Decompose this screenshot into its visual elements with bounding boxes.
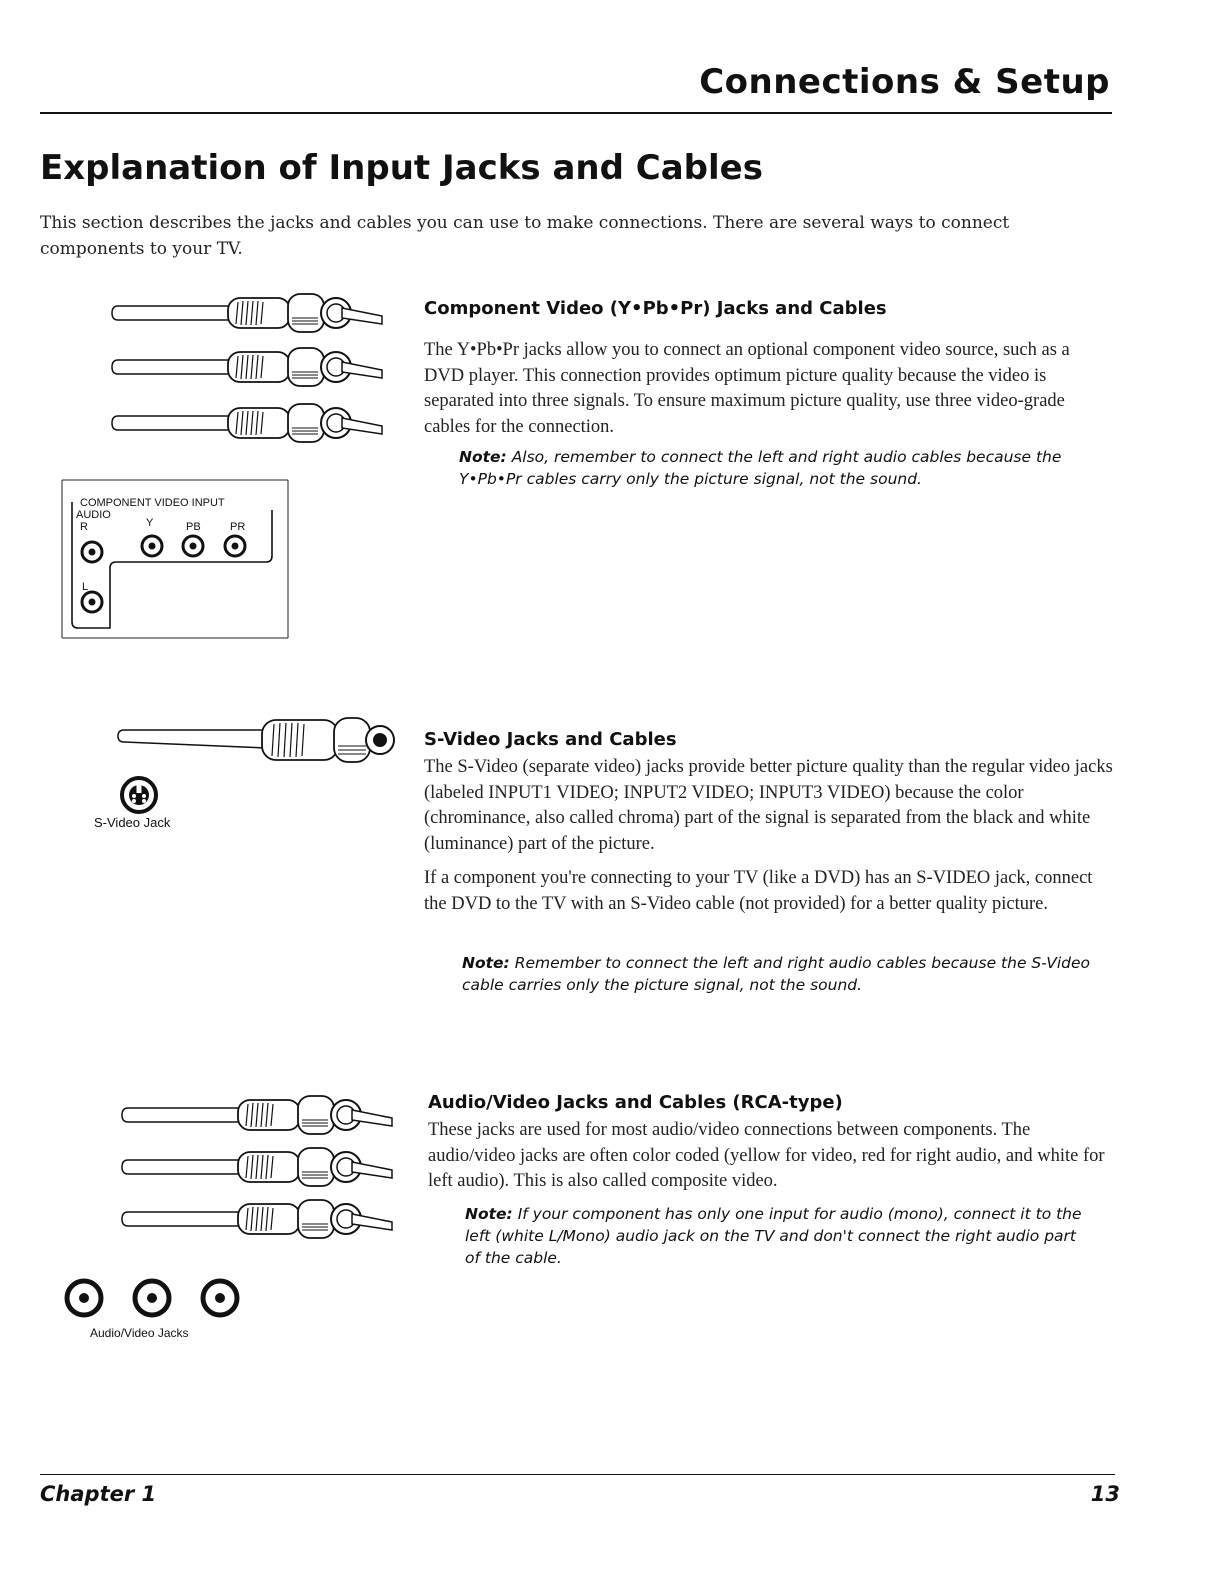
jack-pb-icon [183, 536, 203, 556]
svideo-note-text: Remember to connect the left and right audio cables because the S-Video cable carries only the picture signal, not the sound. [462, 954, 1090, 994]
footer-divider [40, 1474, 1115, 1475]
component-heading: Component Video (Y•Pb•Pr) Jacks and Cables [424, 298, 887, 319]
av-body: These jacks are used for most audio/video connections between components. The audio/video jacks are often color coded (yellow for video, red for right audio, and white for left audio). This is also called composite video. [428, 1120, 1105, 1191]
jack-audio-l-icon [82, 592, 102, 612]
av-jack-1-icon [67, 1281, 101, 1315]
jack-pr-icon [225, 536, 245, 556]
av-jacks-icons [62, 1276, 242, 1320]
section-title: Connections & Setup [699, 62, 1110, 102]
component-cables-illustration [110, 290, 410, 450]
av-heading: Audio/Video Jacks and Cables (RCA-type) [428, 1092, 843, 1113]
footer-page-number: 13 [1090, 1482, 1120, 1506]
av-jacks-caption: Audio/Video Jacks [90, 1326, 189, 1340]
component-note-label: Note: [459, 448, 507, 466]
av-note-text: If your component has only one input for audio (mono), connect it to the left (white L/Mono) audio jack on the TV and don't connect the right audio part of the cable. [465, 1205, 1082, 1267]
panel-pb-label: PB [186, 521, 201, 533]
av-note-label: Note: [465, 1205, 513, 1223]
av-note [465, 1203, 1095, 1269]
intro-paragraph: This section describes the jacks and cables you can use to make connections. There are several ways to connect components to your TV. [40, 213, 1010, 259]
panel-audio-label: AUDIO [76, 509, 111, 521]
svideo-jack-caption: S-Video Jack [94, 815, 171, 830]
av-jack-3-icon [203, 1281, 237, 1315]
svideo-note-label: Note: [462, 954, 510, 972]
svideo-cable-illustration [118, 718, 418, 768]
svideo-note [462, 952, 1092, 996]
panel-pr-label: PR [230, 521, 246, 533]
panel-title: COMPONENT VIDEO INPUT [80, 497, 225, 509]
av-cables-illustration [120, 1092, 420, 1252]
svideo-body-2: If a component you're connecting to your TV (like a DVD) has an S-VIDEO jack, connect the DVD to the TV with an S-Video cable (not provided) for a better quality picture. [424, 868, 1093, 914]
panel-l-label: L [82, 581, 89, 593]
page-title: Explanation of Input Jacks and Cables [40, 148, 763, 188]
component-note-text: Also, remember to connect the left and right audio cables because the Y•Pb•Pr cables carry only the picture signal, not the sound. [459, 448, 1062, 488]
svideo-jack-icon [119, 775, 159, 815]
jack-audio-r-icon [82, 542, 102, 562]
component-input-panel [60, 480, 290, 640]
jack-y-icon [142, 536, 162, 556]
av-jack-2-icon [135, 1281, 169, 1315]
panel-y-label: Y [146, 517, 154, 529]
panel-r-label: R [80, 521, 88, 533]
svideo-body-1: The S-Video (separate video) jacks provide better picture quality than the regular video jacks (labeled INPUT1 VIDEO; INPUT2 VIDEO; INPUT3 VIDEO) because the color (chrominance, also called chroma) part of the signal is separated from the black and white (luminance) part of the picture. [424, 757, 1113, 854]
component-body: The Y•Pb•Pr jacks allow you to connect an optional component video source, such as a DVD player. This connection provides optimum picture quality because the video is separated into three signals. To ensure maximum picture quality, use three video-grade cables for the connection. [424, 340, 1070, 437]
footer-chapter: Chapter 1 [40, 1482, 157, 1506]
svideo-heading: S-Video Jacks and Cables [424, 729, 677, 750]
component-note [459, 446, 1089, 490]
header-divider [40, 112, 1112, 114]
